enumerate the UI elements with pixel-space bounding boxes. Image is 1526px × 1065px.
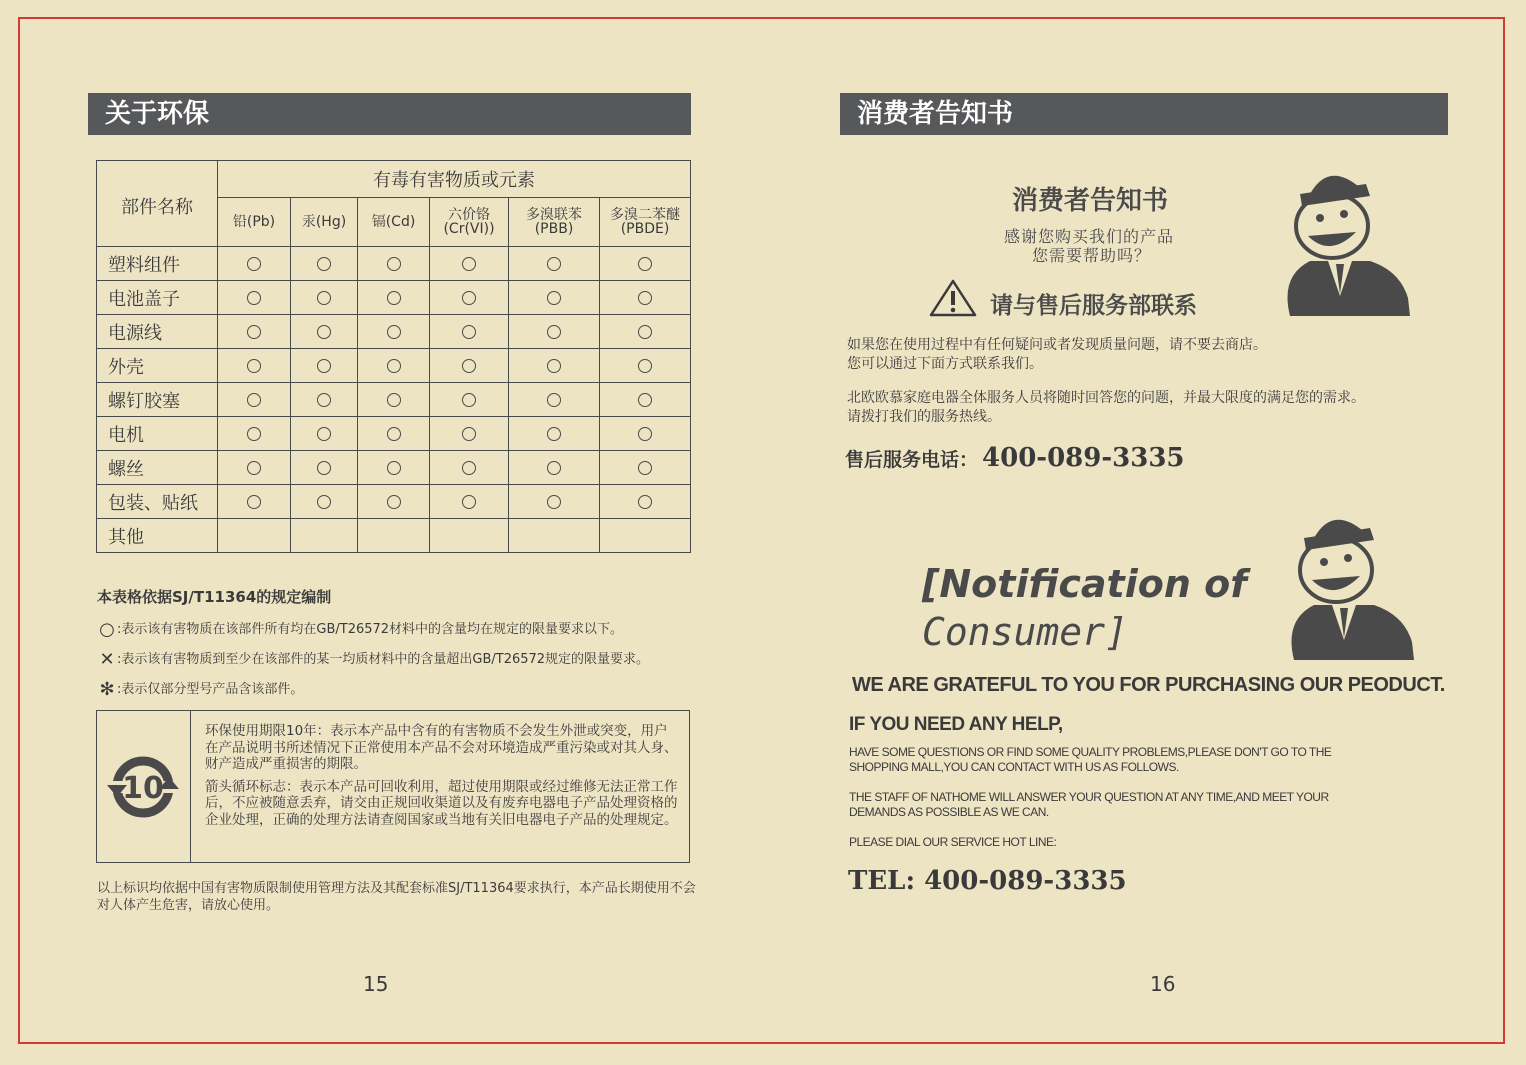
- table-row: [97, 383, 691, 417]
- compliant-circle-icon: [387, 325, 401, 339]
- notification-title-line2: Consumer]: [922, 610, 1128, 654]
- substance-cell: [600, 451, 691, 485]
- compliant-circle-icon: [547, 257, 561, 271]
- section-header-environment: 关于环保: [88, 93, 691, 135]
- contact-paragraph-2-line1: 北欧欧慕家庭电器全体服务人员将随时回答您的问题，并最大限度的满足您的需求。: [847, 390, 1365, 406]
- part-name-cell: 电池盖子: [97, 281, 218, 315]
- compliant-circle-icon: [462, 461, 476, 475]
- substance-cell: [509, 315, 600, 349]
- en-paragraph-2-line2: DEMANDS AS POSSIBLE AS WE CAN.: [849, 805, 1049, 819]
- substance-cell: [600, 349, 691, 383]
- compliant-circle-icon: [638, 291, 652, 305]
- element-header-line1: 铅(Pb): [232, 214, 276, 230]
- circle-symbol-icon: ○: [99, 619, 115, 640]
- substance-cell: [358, 383, 430, 417]
- compliant-circle-icon: [547, 461, 561, 475]
- en-paragraph-1: [849, 745, 1331, 775]
- substance-cell: [600, 519, 691, 553]
- substance-cell: [509, 519, 600, 553]
- circle-legend-text: :表示该有害物质在该部件所有均在GB/T26572材料中的含量均在规定的限量要求以下。: [117, 622, 624, 637]
- section-header-consumer: 消费者告知书: [840, 93, 1448, 135]
- en-tel: TEL: 400-089-3335: [848, 866, 1127, 896]
- compliant-circle-icon: [247, 291, 261, 305]
- element-header: [600, 198, 691, 247]
- substance-cell: [430, 519, 509, 553]
- element-header-line2: (PBB): [534, 221, 574, 237]
- substance-cell: [600, 485, 691, 519]
- compliant-circle-icon: [462, 359, 476, 373]
- contact-paragraph-2-line2: 请拨打我们的服务热线。: [847, 409, 1001, 425]
- contact-paragraph-1: [847, 336, 1267, 374]
- substance-cell: [430, 417, 509, 451]
- element-header-line1: 镉(Cd): [371, 214, 416, 230]
- compliant-circle-icon: [387, 291, 401, 305]
- substance-cell: [218, 315, 291, 349]
- compliant-circle-icon: [638, 461, 652, 475]
- compliant-circle-icon: [317, 325, 331, 339]
- compliant-circle-icon: [387, 359, 401, 373]
- compliant-circle-icon: [638, 495, 652, 509]
- recycle-period-logo-icon: [105, 751, 181, 827]
- table-row: [97, 281, 691, 315]
- compliant-circle-icon: [547, 359, 561, 373]
- table-row: [97, 315, 691, 349]
- compliant-circle-icon: [317, 359, 331, 373]
- substance-cell: [218, 349, 291, 383]
- substance-cell: [430, 247, 509, 281]
- substance-cell: [509, 247, 600, 281]
- substance-cell: [430, 383, 509, 417]
- eco-text: [205, 723, 681, 834]
- page-number-right: 16: [1150, 972, 1176, 996]
- substance-cell: [358, 417, 430, 451]
- compliant-circle-icon: [462, 427, 476, 441]
- substance-cell: [358, 485, 430, 519]
- table-row: [97, 451, 691, 485]
- compliant-circle-icon: [317, 427, 331, 441]
- compliant-circle-icon: [462, 257, 476, 271]
- eco-period-paragraph: 环保使用期限10年：表示本产品中含有的有害物质不会发生外泄或突变，用户在产品说明书所述情况下正常使用本产品不会对环境造成严重污染或对其人身、财产造成严重损害的期限。: [205, 723, 678, 772]
- substance-cell: [509, 281, 600, 315]
- compliant-circle-icon: [317, 257, 331, 271]
- substance-cell: [509, 417, 600, 451]
- compliant-circle-icon: [247, 359, 261, 373]
- standard-footnote: 以上标识均依据中国有害物质限制使用管理方法及其配套标准SJ/T11364要求执行，本产品长期使用不会对人体产生危害，请放心使用。: [97, 881, 696, 913]
- compliant-circle-icon: [247, 257, 261, 271]
- element-header-line1: 多溴联苯: [526, 207, 582, 223]
- substance-cell: [291, 349, 358, 383]
- table-row: [97, 247, 691, 281]
- thanks-subtitle: 感谢您购买我们的产品: [1004, 227, 1175, 246]
- grateful-heading: WE ARE GRATEFUL TO YOU FOR PURCHASING OUR PEODUCT.: [852, 674, 1445, 696]
- element-header-line2: (Cr(VI)): [443, 221, 495, 237]
- service-hotline: [845, 443, 1185, 473]
- substance-cell: [509, 451, 600, 485]
- element-header-line1: 多溴二苯醚: [610, 207, 681, 223]
- compliant-circle-icon: [638, 393, 652, 407]
- substance-cell: [600, 417, 691, 451]
- substance-cell: [218, 485, 291, 519]
- substance-cell: [218, 247, 291, 281]
- substance-cell: [291, 485, 358, 519]
- compliant-circle-icon: [638, 257, 652, 271]
- help-subtitle: 您需要帮助吗？: [1032, 246, 1152, 265]
- circle-legend: [97, 618, 623, 640]
- substance-cell: [291, 519, 358, 553]
- substance-cell: [600, 315, 691, 349]
- substance-cell: [430, 349, 509, 383]
- substance-cell: [430, 485, 509, 519]
- hazard-table: [96, 160, 691, 553]
- compliant-circle-icon: [547, 427, 561, 441]
- element-header: [430, 198, 509, 247]
- part-name-cell: 电源线: [97, 315, 218, 349]
- notification-title-line1: [Notification of: [922, 562, 1247, 606]
- compliant-circle-icon: [387, 461, 401, 475]
- substance-cell: [358, 451, 430, 485]
- substance-cell: [509, 383, 600, 417]
- page-number-left: 15: [363, 972, 389, 996]
- compliant-circle-icon: [547, 291, 561, 305]
- table-row: [97, 349, 691, 383]
- part-name-cell: 螺丝: [97, 451, 218, 485]
- part-name-cell: 螺钉胶塞: [97, 383, 218, 417]
- element-header-line2: (PBDE): [620, 221, 670, 237]
- substance-cell: [218, 451, 291, 485]
- substance-cell: [358, 519, 430, 553]
- substance-cell: [600, 281, 691, 315]
- substance-cell: [218, 417, 291, 451]
- substance-cell: [600, 383, 691, 417]
- part-name-cell: 包装、贴纸: [97, 485, 218, 519]
- star-legend-text: :表示仅部分型号产品含该部件。: [117, 682, 304, 697]
- compliant-circle-icon: [317, 291, 331, 305]
- part-name-cell: 电机: [97, 417, 218, 451]
- recycle-paragraph: 箭头循环标志：表示本产品可回收利用，超过使用期限或经过维修无法正常工作后，不应被随意丢弃，请交由正规回收渠道以及有废弃电器电子产品处理资格的企业处理，正确的处理方法请查阅国家或当地有关旧电器电子产品的处理规定。: [205, 778, 678, 828]
- compliant-circle-icon: [547, 495, 561, 509]
- en-paragraph-2-line1: THE STAFF OF NATHOME WILL ANSWER YOUR QUESTION AT ANY TIME,AND MEET YOUR: [849, 790, 1329, 804]
- substance-cell: [218, 383, 291, 417]
- part-name-header: 部件名称: [97, 161, 218, 247]
- mascot-illustration-icon: [1270, 166, 1415, 322]
- compliant-circle-icon: [462, 325, 476, 339]
- compliant-circle-icon: [317, 461, 331, 475]
- star-symbol-icon: ✻: [99, 679, 115, 700]
- eco-divider: [190, 711, 191, 862]
- substance-cell: [291, 315, 358, 349]
- cross-symbol-icon: ✕: [99, 649, 115, 670]
- substance-cell: [218, 281, 291, 315]
- cross-legend-text: :表示该有害物质到至少在该部件的某一均质材料中的含量超出GB/T26572规定的限量要求。: [117, 652, 650, 667]
- table-row: [97, 519, 691, 553]
- eco-period-box: [96, 710, 690, 863]
- compliant-circle-icon: [462, 495, 476, 509]
- substance-group-header: 有毒有害物质或元素: [218, 161, 691, 198]
- substance-cell: [291, 247, 358, 281]
- substance-cell: [430, 451, 509, 485]
- substance-cell: [509, 485, 600, 519]
- contact-service-heading: 请与售后服务部联系: [990, 293, 1197, 319]
- compliant-circle-icon: [247, 325, 261, 339]
- element-header: [509, 198, 600, 247]
- part-name-cell: 其他: [97, 519, 218, 553]
- table-basis-note: 本表格依据SJ/T11364的规定编制: [97, 588, 332, 606]
- compliant-circle-icon: [247, 427, 261, 441]
- en-paragraph-1-line2: SHOPPING MALL,YOU CAN CONTACT WITH US AS FOLLOWS.: [849, 760, 1179, 774]
- compliant-circle-icon: [547, 325, 561, 339]
- element-header: [358, 198, 430, 247]
- table-row: [97, 485, 691, 519]
- substance-cell: [509, 349, 600, 383]
- compliant-circle-icon: [638, 325, 652, 339]
- warning-icon: [928, 278, 978, 322]
- need-help-heading: IF YOU NEED ANY HELP,: [849, 714, 1063, 735]
- cross-legend: [97, 648, 649, 670]
- part-name-cell: 塑料组件: [97, 247, 218, 281]
- substance-cell: [291, 281, 358, 315]
- substance-cell: [218, 519, 291, 553]
- contact-paragraph-2: [847, 389, 1365, 427]
- substance-cell: [358, 315, 430, 349]
- compliant-circle-icon: [247, 393, 261, 407]
- compliant-circle-icon: [317, 495, 331, 509]
- compliant-circle-icon: [462, 393, 476, 407]
- substance-cell: [358, 247, 430, 281]
- mascot-illustration-2-icon: [1274, 510, 1419, 666]
- en-paragraph-1-line1: HAVE SOME QUESTIONS OR FIND SOME QUALITY PROBLEMS,PLEASE DON'T GO TO THE: [849, 745, 1332, 759]
- compliant-circle-icon: [387, 427, 401, 441]
- element-header: [291, 198, 358, 247]
- compliant-circle-icon: [247, 495, 261, 509]
- substance-cell: [358, 281, 430, 315]
- element-header: [218, 198, 291, 247]
- substance-cell: [430, 281, 509, 315]
- en-paragraph-3: PLEASE DIAL OUR SERVICE HOT LINE:: [849, 835, 1057, 849]
- table-row: [97, 417, 691, 451]
- part-name-cell: 外壳: [97, 349, 218, 383]
- compliant-circle-icon: [638, 427, 652, 441]
- contact-paragraph-1-line2: 您可以通过下面方式联系我们。: [847, 356, 1043, 372]
- substance-cell: [291, 383, 358, 417]
- en-paragraph-2: [849, 790, 1329, 820]
- element-header-line1: 六价铬: [448, 207, 490, 223]
- compliant-circle-icon: [547, 393, 561, 407]
- consumer-notice-title: 消费者告知书: [1012, 186, 1169, 216]
- compliant-circle-icon: [462, 291, 476, 305]
- compliant-circle-icon: [317, 393, 331, 407]
- contact-paragraph-1-line1: 如果您在使用过程中有任何疑问或者发现质量问题，请不要去商店。: [847, 337, 1267, 353]
- substance-cell: [600, 247, 691, 281]
- svg-text:10: 10: [122, 771, 164, 806]
- compliant-circle-icon: [247, 461, 261, 475]
- element-header-line1: 汞(Hg): [301, 214, 347, 230]
- substance-cell: [291, 451, 358, 485]
- star-legend: [97, 678, 303, 700]
- hotline-number: 400-089-3335: [982, 443, 1185, 473]
- substance-cell: [430, 315, 509, 349]
- compliant-circle-icon: [387, 495, 401, 509]
- compliant-circle-icon: [387, 393, 401, 407]
- substance-cell: [358, 349, 430, 383]
- substance-cell: [291, 417, 358, 451]
- compliant-circle-icon: [387, 257, 401, 271]
- compliant-circle-icon: [638, 359, 652, 373]
- hotline-label: 售后服务电话：: [845, 449, 979, 471]
